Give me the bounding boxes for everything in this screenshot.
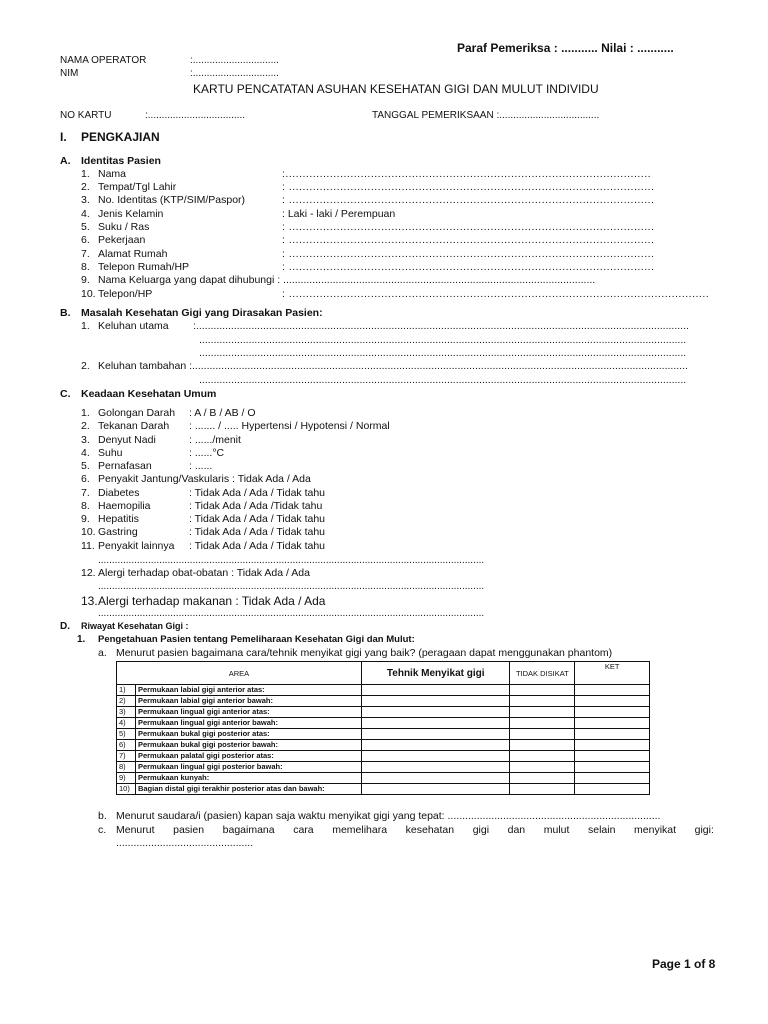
list-item-number: 6. <box>81 234 90 246</box>
keluhan-tambahan-line-2[interactable]: ....................................................................................................................................................................... <box>199 374 687 386</box>
tidak-disikat-cell[interactable] <box>510 773 575 784</box>
ket-cell[interactable] <box>575 740 650 751</box>
tidak-disikat-cell[interactable] <box>510 696 575 707</box>
list-item-label: Pekerjaan <box>98 234 146 246</box>
question-b-field[interactable]: Menurut saudara/i (pasien) kapan saja waktu menyikat gigi yang tepat: ......................................................................... <box>116 810 661 822</box>
row-number: 5) <box>117 729 136 740</box>
list-item-label: Telepon/HP <box>98 288 153 300</box>
column-header-ket: KET <box>575 662 650 685</box>
telepon-rumah-field[interactable]: : ........................................................................................................... <box>282 261 655 273</box>
question-c-word: dan <box>507 824 526 836</box>
section-c-letter: C. <box>60 388 71 400</box>
list-item-number: 10. <box>81 288 96 300</box>
row-area: Permukaan bukal gigi posterior bawah: <box>135 740 361 751</box>
tehnik-cell[interactable] <box>361 707 509 718</box>
table-row <box>117 685 650 696</box>
list-item-number: 10. <box>81 526 96 538</box>
row-number: 3) <box>117 707 136 718</box>
list-item-label: Golongan Darah <box>98 407 176 419</box>
page-number: Page 1 of 8 <box>652 957 716 971</box>
question-c-word: bagaimana <box>222 824 275 836</box>
penyakit-lainnya-detail[interactable]: ........................................................................................................................................... <box>98 555 485 566</box>
section-d-letter: D. <box>60 621 70 632</box>
section-d-title: Riwayat Kesehatan Gigi : <box>81 621 189 631</box>
jenis-kelamin-field[interactable]: : Laki - laki / Perempuan <box>282 208 396 220</box>
tidak-disikat-cell[interactable] <box>510 718 575 729</box>
list-item-label: Telepon Rumah/HP <box>98 261 190 273</box>
list-item-number: 1. <box>81 407 90 419</box>
suhu-field[interactable]: : ......°C <box>189 447 225 459</box>
list-item-label: No. Identitas (KTP/SIM/Paspor) <box>98 194 246 206</box>
list-item-label: Gastring <box>98 526 138 538</box>
tidak-disikat-cell[interactable] <box>510 751 575 762</box>
table-row <box>117 718 650 729</box>
list-item-number: 6. <box>81 473 90 485</box>
row-number: 7) <box>117 751 136 762</box>
list-item-number: 1. <box>81 168 90 180</box>
section-c-title: Keadaan Kesehatan Umum <box>81 388 217 400</box>
no-kartu-field[interactable]: :................................... <box>145 110 246 121</box>
operator-name-field[interactable]: :............................... <box>190 55 279 66</box>
alamat-rumah-field[interactable]: : ........................................................................................................... <box>282 248 655 260</box>
tehnik-cell[interactable] <box>361 740 509 751</box>
no-identitas-field[interactable]: : ........................................................................................................... <box>282 194 655 206</box>
question-c <box>116 824 714 836</box>
list-item-label: Penyakit lainnya <box>98 540 175 552</box>
alergi-obat-detail[interactable]: ........................................................................................................................................... <box>98 581 485 592</box>
tidak-disikat-cell[interactable] <box>510 707 575 718</box>
tidak-disikat-cell[interactable] <box>510 784 575 795</box>
nama-field[interactable]: :........................................................................................................... <box>282 168 652 180</box>
table-row <box>117 762 650 773</box>
row-number: 9) <box>117 773 136 784</box>
table-row <box>117 773 650 784</box>
row-area: Permukaan labial gigi anterior bawah: <box>135 696 361 707</box>
question-c-word: cara <box>293 824 314 836</box>
alergi-obat-field[interactable]: Alergi terhadap obat-obatan : Tidak Ada / Ada <box>98 567 310 579</box>
tehnik-cell[interactable] <box>361 784 509 795</box>
question-letter: b. <box>98 810 107 822</box>
column-header-tehnik: Tehnik Menyikat gigi <box>361 662 509 685</box>
sub-section-title: Pengetahuan Pasien tentang Pemeliharaan Kesehatan Gigi dan Mulut: <box>98 634 415 645</box>
denyut-nadi-field[interactable]: : ....../menit <box>189 434 241 446</box>
list-item-number: 3. <box>81 194 90 206</box>
row-area: Permukaan lingual gigi anterior atas: <box>135 707 361 718</box>
pekerjaan-field[interactable]: : ........................................................................................................... <box>282 234 655 246</box>
row-area: Permukaan labial gigi anterior atas: <box>135 685 361 696</box>
row-number: 8) <box>117 762 136 773</box>
operator-name-label: NAMA OPERATOR <box>60 55 147 66</box>
penyakit-jantung-field[interactable]: Penyakit Jantung/Vaskularis : Tidak Ada / Ada <box>98 473 311 485</box>
nim-field[interactable]: :............................... <box>190 68 279 79</box>
tidak-disikat-cell[interactable] <box>510 729 575 740</box>
list-item-number: 3. <box>81 434 90 446</box>
list-item-label: Alamat Rumah <box>98 248 168 260</box>
list-item-number: 1. <box>77 634 86 645</box>
nama-keluarga-field[interactable]: Nama Keluarga yang dapat dihubungi : ........................................................................................................... <box>98 274 596 286</box>
list-item-number: 8. <box>81 261 90 273</box>
table-row <box>117 751 650 762</box>
keluhan-utama-line-3[interactable]: ....................................................................................................................................................................... <box>199 347 687 359</box>
list-item-label: Hepatitis <box>98 513 139 525</box>
table-row <box>117 707 650 718</box>
list-item-number: 9. <box>81 513 90 525</box>
list-item-label: Tempat/Tgl Lahir <box>98 181 177 193</box>
hepatitis-field[interactable]: : Tidak Ada / Ada / Tidak tahu <box>189 513 326 525</box>
row-area: Permukaan lingual gigi anterior bawah: <box>135 718 361 729</box>
alergi-makanan-field[interactable]: Alergi terhadap makanan : Tidak Ada / Ada <box>98 594 326 608</box>
list-item-number: 4. <box>81 208 90 220</box>
question-c-word: mulut <box>543 824 570 836</box>
list-item-label: Jenis Kelamin <box>98 208 164 220</box>
list-item-label: Nama <box>98 168 127 180</box>
list-item-number: 2. <box>81 181 90 193</box>
ket-cell[interactable] <box>575 773 650 784</box>
ket-cell[interactable] <box>575 729 650 740</box>
table-row <box>117 784 650 795</box>
row-area: Permukaan lingual gigi posterior bawah: <box>135 762 361 773</box>
list-item-label: Pernafasan <box>98 460 152 472</box>
list-item-number: 4. <box>81 447 90 459</box>
row-area: Bagian distal gigi terakhir posterior atas dan bawah: <box>135 784 361 795</box>
row-area: Permukaan kunyah: <box>135 773 361 784</box>
haemopilia-field[interactable]: : Tidak Ada / Ada /Tidak tahu <box>189 500 323 512</box>
list-item-number: 8. <box>81 500 90 512</box>
row-number: 2) <box>117 696 136 707</box>
table-header-row <box>117 662 650 685</box>
question-c-word: kesehatan <box>405 824 455 836</box>
row-number: 6) <box>117 740 136 751</box>
section-title: PENGKAJIAN <box>81 130 160 144</box>
question-c-field[interactable]: ............................................... <box>116 837 254 849</box>
gastring-field[interactable]: : Tidak Ada / Ada / Tidak tahu <box>189 526 326 538</box>
golongan-darah-field[interactable]: : A / B / AB / O <box>189 407 256 419</box>
section-b-letter: B. <box>60 307 71 319</box>
list-item-number: 7. <box>81 248 90 260</box>
no-kartu-label: NO KARTU <box>60 110 112 121</box>
nim-label: NIM <box>60 68 79 79</box>
list-item-label: Diabetes <box>98 487 140 499</box>
question-a: Menurut pasien bagaimana cara/tehnik menyikat gigi yang baik? (peragaan dapat menggunakan phantom) <box>116 647 613 659</box>
diabetes-field[interactable]: : Tidak Ada / Ada / Tidak tahu <box>189 487 326 499</box>
row-area: Permukaan bukal gigi posterior atas: <box>135 729 361 740</box>
paraf-pemeriksa: Paraf Pemeriksa : ........... Nilai : ........... <box>457 41 674 55</box>
list-item-label: Haemopilia <box>98 500 151 512</box>
keluhan-utama-line-2[interactable]: ....................................................................................................................................................................... <box>199 334 687 346</box>
list-item-number: 13. <box>81 594 98 608</box>
question-c-word: gigi <box>472 824 490 836</box>
column-header-area: AREA <box>117 662 362 685</box>
table-row <box>117 729 650 740</box>
pernafasan-field[interactable]: : ...... <box>189 460 213 472</box>
tidak-disikat-cell[interactable] <box>510 685 575 696</box>
list-item-label: Tekanan Darah <box>98 420 170 432</box>
tidak-disikat-cell[interactable] <box>510 762 575 773</box>
question-c-word: memelihara <box>332 824 388 836</box>
ket-cell[interactable] <box>575 696 650 707</box>
suku-ras-field[interactable]: : ........................................................................................................... <box>282 221 655 233</box>
list-item-number: 7. <box>81 487 90 499</box>
keluhan-tambahan-field[interactable]: Keluhan tambahan :.......................................................................................................................................................................... <box>98 360 688 372</box>
list-item-number: 12. <box>81 567 96 579</box>
row-number: 1) <box>117 685 136 696</box>
list-item-number: 5. <box>81 221 90 233</box>
telepon-hp-field[interactable]: : ........................................................................................................................... <box>282 288 710 300</box>
tanggal-pemeriksaan[interactable]: TANGGAL PEMERIKSAAN :.................................... <box>372 110 600 121</box>
ket-cell[interactable] <box>575 751 650 762</box>
tehnik-cell[interactable] <box>361 685 509 696</box>
column-header-tidak-disikat: TIDAK DISIKAT <box>510 662 575 685</box>
question-letter: c. <box>98 824 107 836</box>
tehnik-cell[interactable] <box>361 751 509 762</box>
list-item-number: 1. <box>81 320 90 332</box>
row-number: 4) <box>117 718 136 729</box>
tehnik-cell[interactable] <box>361 762 509 773</box>
tehnik-cell[interactable] <box>361 696 509 707</box>
question-c-word: pasien <box>173 824 205 836</box>
row-number: 10) <box>117 784 136 795</box>
tehnik-cell[interactable] <box>361 729 509 740</box>
ket-cell[interactable] <box>575 784 650 795</box>
brushing-technique-table <box>116 661 650 795</box>
tidak-disikat-cell[interactable] <box>510 740 575 751</box>
tehnik-cell[interactable] <box>361 773 509 784</box>
tekanan-darah-field[interactable]: : ....... / ..... Hypertensi / Hypotensi / Normal <box>189 420 390 432</box>
keluhan-utama-field[interactable]: :......................................................................................................................................................................... <box>193 320 689 332</box>
list-item-number: 2. <box>81 420 90 432</box>
section-number: I. <box>60 130 67 144</box>
tehnik-cell[interactable] <box>361 718 509 729</box>
ket-cell[interactable] <box>575 762 650 773</box>
row-area: Permukaan palatal gigi posterior atas: <box>135 751 361 762</box>
document-title: KARTU PENCATATAN ASUHAN KESEHATAN GIGI DAN MULUT INDIVIDU <box>193 82 599 96</box>
penyakit-lainnya-field[interactable]: : Tidak Ada / Ada / Tidak tahu <box>189 540 326 552</box>
question-c-word: menyikat <box>634 824 677 836</box>
list-item-label: Suku / Ras <box>98 221 150 233</box>
list-item-number: 11. <box>81 540 95 552</box>
keluhan-utama-label: Keluhan utama <box>98 320 169 332</box>
list-item-label: Suhu <box>98 447 123 459</box>
table-row <box>117 740 650 751</box>
list-item-number: 2. <box>81 360 90 372</box>
alergi-makanan-detail[interactable]: ........................................................................................................................................... <box>98 608 485 619</box>
section-b-title: Masalah Kesehatan Gigi yang Dirasakan Pasien: <box>81 307 323 319</box>
section-a-letter: A. <box>60 155 71 167</box>
list-item-label: Denyut Nadi <box>98 434 156 446</box>
list-item-number: 9. <box>81 274 90 286</box>
table-row <box>117 696 650 707</box>
question-c-word: gigi: <box>694 824 714 836</box>
question-letter: a. <box>98 647 107 659</box>
question-c-word: Menurut <box>116 824 155 836</box>
section-a-title: Identitas Pasien <box>81 155 161 167</box>
tempat-tgl-lahir-field[interactable]: : ........................................................................................................... <box>282 181 655 193</box>
ket-cell[interactable] <box>575 685 650 696</box>
ket-cell[interactable] <box>575 718 650 729</box>
list-item-number: 5. <box>81 460 90 472</box>
ket-cell[interactable] <box>575 707 650 718</box>
question-c-word: selain <box>588 824 616 836</box>
